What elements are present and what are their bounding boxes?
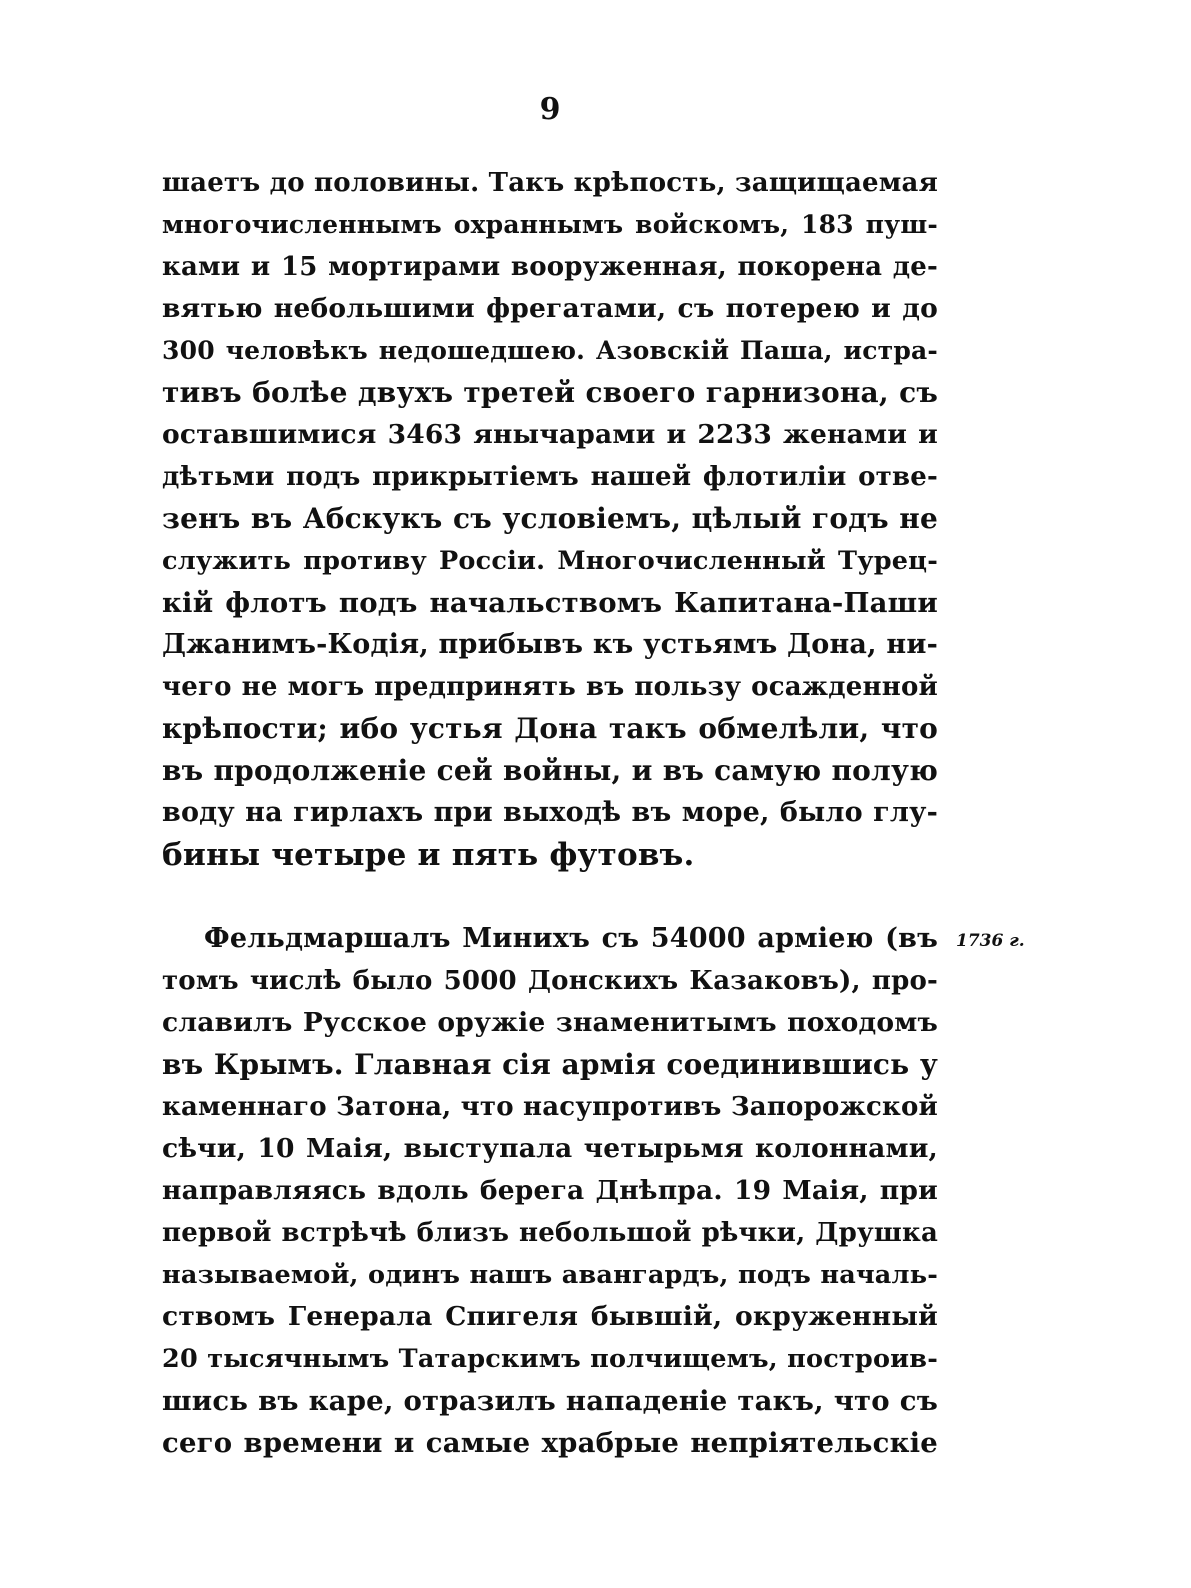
- margin-year-note: 1736 г.: [956, 931, 1025, 951]
- text-line: первой встрѣчѣ близъ небольшой рѣчки, Друшка: [162, 1218, 938, 1248]
- text-line: воду на гирлахъ при выходѣ въ море, было глу-: [162, 797, 938, 828]
- text-line: бины четыре и пять футовъ.: [162, 837, 695, 873]
- text-line: томъ числѣ было 5000 Донскихъ Казаковъ), про-: [162, 966, 938, 996]
- text-line: чего не могъ предпринять въ пользу осажденной: [162, 672, 938, 702]
- page-number: 9: [539, 92, 561, 127]
- text-line: каменнаго Затона, что насупротивъ Запорожской: [162, 1092, 938, 1122]
- text-line: въ продолженіе сей войны, и въ самую полую: [162, 754, 938, 787]
- text-line: Джанимъ-Кодія, прибывъ къ устьямъ Дона, ни-: [162, 629, 938, 660]
- text-line: шаетъ до половины. Такъ крѣпость, защищаемая: [162, 168, 938, 198]
- text-line: многочисленнымъ охраннымъ войскомъ, 183 пуш-: [162, 210, 938, 239]
- text-line: славилъ Русское оружіе знаменитымъ походомъ: [162, 1007, 938, 1038]
- text-line: кій флотъ подъ начальствомъ Капитана-Паши: [162, 587, 938, 619]
- text-line: направляясь вдоль берега Днѣпра. 19 Маія, при: [162, 1175, 938, 1206]
- text-line: 300 человѣкъ недошедшею. Азовскій Паша, истра-: [162, 336, 938, 365]
- text-line: вятью небольшими фрегатами, съ потерею и до: [162, 293, 938, 324]
- paragraph-crimea-campaign: [162, 918, 938, 1464]
- text-line: тивъ болѣе двухъ третей своего гарнизона, съ: [162, 376, 938, 409]
- text-line: въ Крымъ. Главная сія армія соединившись у: [162, 1048, 938, 1081]
- text-line: Фельдмаршалъ Минихъ съ 54000 арміею (въ: [204, 923, 938, 954]
- text-line: шись въ каре, отразилъ нападеніе такъ, что съ: [162, 1385, 938, 1417]
- text-line: оставшимися 3463 янычарами и 2233 женами и: [162, 419, 938, 450]
- text-line: ками и 15 мортирами вооруженная, покорена де-: [162, 252, 938, 282]
- text-line: служить противу Россіи. Многочисленный Турец-: [162, 546, 938, 576]
- text-line: сего времени и самые храбрые непріятельскіе: [162, 1427, 938, 1459]
- text-line: дѣтьми подъ прикрытіемъ нашей флотиліи отве-: [162, 462, 938, 492]
- text-line: ствомъ Генерала Спигеля бывшій, окруженный: [162, 1301, 938, 1332]
- text-line: 20 тысячнымъ Татарскимъ полчищемъ, построив-: [162, 1344, 938, 1374]
- text-line: зенъ въ Абскукъ съ условіемъ, цѣлый годъ не: [162, 502, 938, 535]
- text-line: крѣпости; ибо устья Дона такъ обмелѣли, что: [162, 712, 938, 745]
- text-line: сѣчи, 10 Маія, выступала четырьмя колоннами,: [162, 1133, 938, 1164]
- paragraph-azov-siege: [162, 162, 938, 876]
- text-line: называемой, одинъ нашъ авангардъ, подъ началь-: [162, 1260, 938, 1290]
